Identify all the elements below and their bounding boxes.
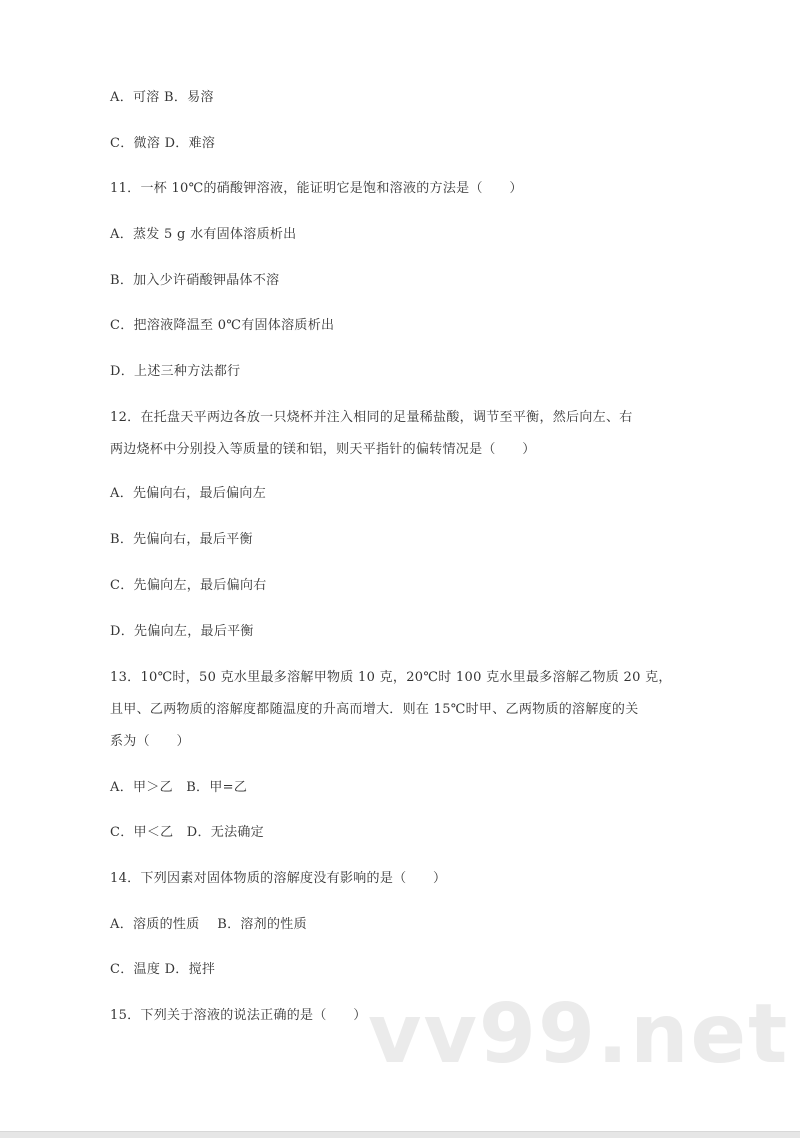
- option-12b: B．先偏向右，最后平衡: [110, 532, 253, 547]
- question-13-line1: 13．10℃时，50 克水里最多溶解甲物质 10 克，20℃时 100 克水里最多溶解乙物质 20 克，: [110, 670, 672, 685]
- watermark: vv99.net: [368, 987, 790, 1082]
- option-11a: A．蒸发 5 g 水有固体溶质析出: [110, 227, 297, 242]
- question-11: 11．一杯 10℃的硝酸钾溶液，能证明它是饱和溶液的方法是（ ）: [110, 181, 523, 196]
- option-14cd: C．温度 D．搅拌: [110, 962, 216, 977]
- question-14: 14．下列因素对固体物质的溶解度没有影响的是（ ）: [110, 871, 447, 886]
- option-line-10ab: A．可溶 B．易溶: [110, 90, 214, 105]
- option-12a: A．先偏向右，最后偏向左: [110, 486, 266, 501]
- option-13ab: A．甲＞乙 B．甲=乙: [110, 780, 248, 795]
- option-12d: D．先偏向左，最后平衡: [110, 624, 254, 639]
- question-12-line1: 12．在托盘天平两边各放一只烧杯并注入相同的足量稀盐酸，调节至平衡，然后向左、右: [110, 410, 633, 425]
- option-12c: C．先偏向左，最后偏向右: [110, 578, 267, 593]
- option-11b: B．加入少许硝酸钾晶体不溶: [110, 273, 280, 288]
- option-11c: C．把溶液降温至 0℃有固体溶质析出: [110, 318, 335, 333]
- option-line-10cd: C．微溶 D．难溶: [110, 136, 216, 151]
- question-15: 15．下列关于溶液的说法正确的是（ ）: [110, 1008, 367, 1023]
- question-13-line2: 且甲、乙两物质的溶解度都随温度的升高而增大．则在 15℃时甲、乙两物质的溶解度的关: [110, 702, 639, 717]
- question-12-line2: 两边烧杯中分别投入等质量的镁和铝，则天平指针的偏转情况是（ ）: [110, 442, 536, 457]
- option-13cd: C．甲＜乙 D．无法确定: [110, 825, 264, 840]
- option-11d: D．上述三种方法都行: [110, 364, 241, 379]
- option-14ab: A．溶质的性质 B．溶剂的性质: [110, 917, 307, 932]
- question-13-line3: 系为（ ）: [110, 734, 190, 749]
